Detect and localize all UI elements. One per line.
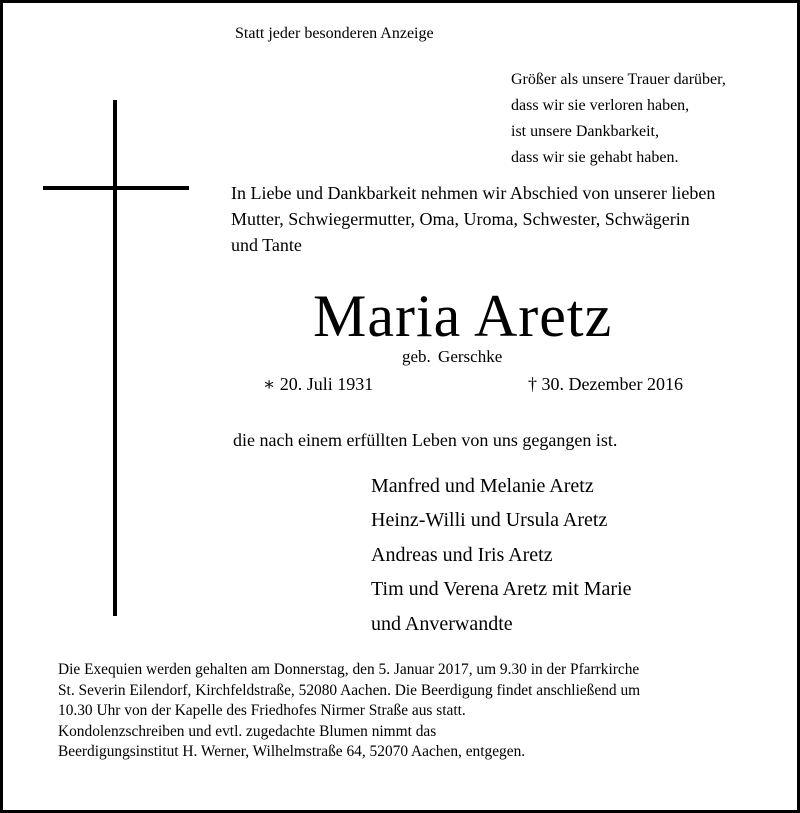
mourner-item: Andreas und Iris Aretz bbox=[371, 543, 553, 566]
quote-line: dass wir sie verloren haben, bbox=[511, 97, 690, 114]
maiden-name: geb. Gerschke bbox=[402, 347, 503, 366]
header-note: Statt jeder besonderen Anzeige bbox=[235, 25, 434, 42]
intro-text bbox=[231, 180, 715, 258]
mourner-item: Heinz-Willi und Ursula Aretz bbox=[371, 509, 608, 532]
mourner-item: Manfred und Melanie Aretz bbox=[371, 475, 594, 497]
mourners-list bbox=[371, 469, 632, 641]
service-line: Die Exequien werden gehalten am Donnerstag, den 5. Januar 2017, um 9.30 in der Pfarrkirche bbox=[58, 661, 640, 678]
after-text: die nach einem erfüllten Leben von uns gegangen ist. bbox=[233, 430, 618, 450]
service-line: Kondolenzschreiben und evtl. zugedachte Blumen nimmt das bbox=[58, 722, 437, 740]
cross-icon-horizontal-bar bbox=[43, 186, 189, 190]
birth-date: ∗ 20. Juli 1931 bbox=[263, 374, 374, 394]
mourner-item: und Anverwandte bbox=[371, 612, 513, 635]
deceased-name: Maria Aretz bbox=[313, 283, 613, 349]
service-info bbox=[58, 660, 640, 763]
intro-line: Mutter, Schwiegermutter, Oma, Uroma, Schwester, Schwägerin bbox=[231, 209, 690, 229]
cross-icon-vertical-bar bbox=[113, 100, 117, 616]
quote-line: ist unsere Dankbarkeit, bbox=[511, 123, 659, 140]
mourner-item: Tim und Verena Aretz mit Marie bbox=[371, 578, 632, 601]
intro-line: und Tante bbox=[231, 235, 302, 255]
service-line: St. Severin Eilendorf, Kirchfeldstraße, 52080 Aachen. Die Beerdigung findet anschließend um bbox=[58, 681, 641, 699]
quote-line: Größer als unsere Trauer darüber, bbox=[511, 71, 726, 88]
intro-line: In Liebe und Dankbarkeit nehmen wir Abschied von unserer lieben bbox=[231, 183, 716, 203]
quote-line: dass wir sie gehabt haben. bbox=[511, 149, 679, 166]
memorial-quote bbox=[511, 67, 726, 171]
service-line: 10.30 Uhr von der Kapelle des Friedhofes Nirmer Straße aus statt. bbox=[58, 702, 466, 719]
death-date: † 30. Dezember 2016 bbox=[528, 374, 683, 394]
service-line: Beerdigungsinstitut H. Werner, Wilhelmstraße 64, 52070 Aachen, entgegen. bbox=[58, 743, 526, 760]
